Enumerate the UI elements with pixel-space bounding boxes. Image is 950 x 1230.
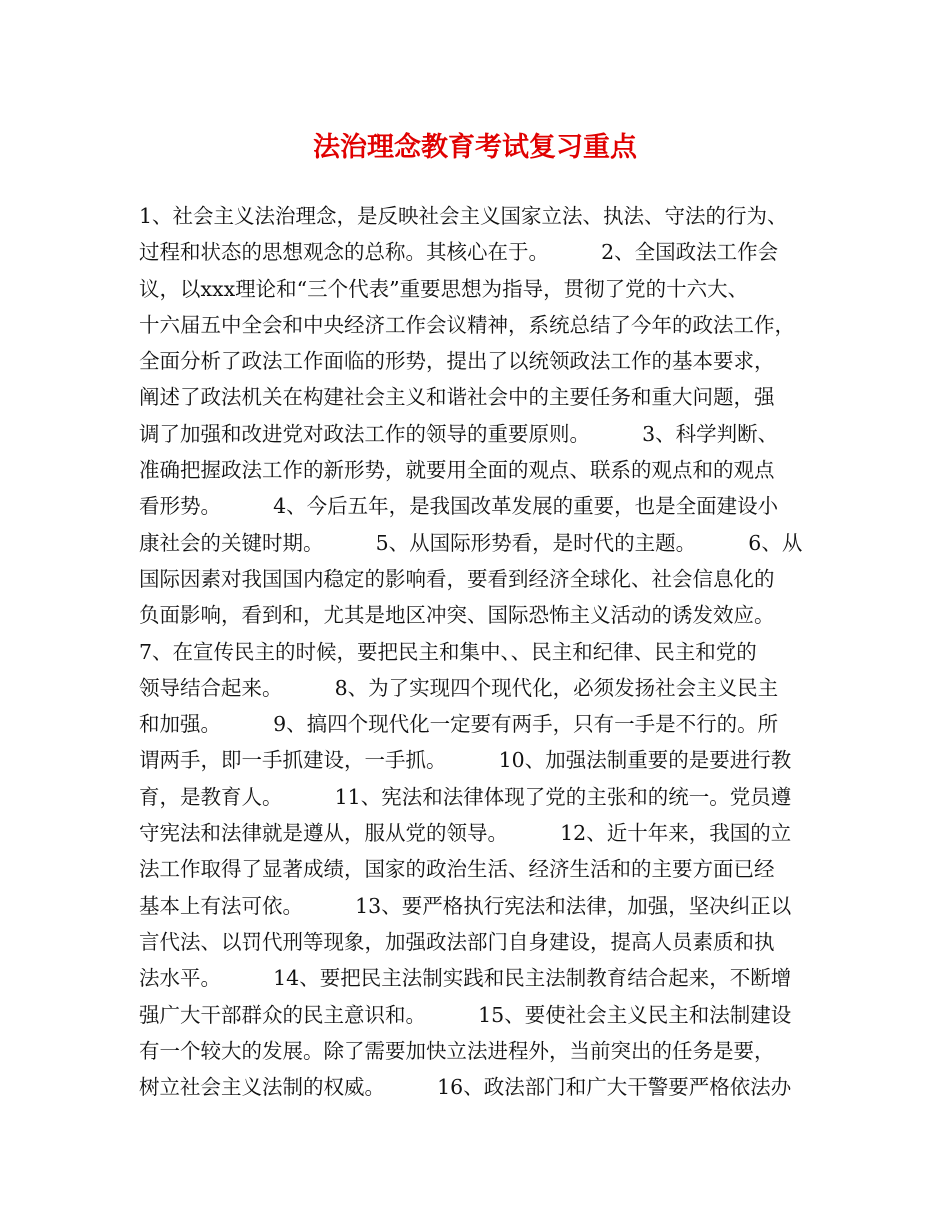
body-line: 强广大干部群众的民主意识和。 15、要使社会主义民主和法制建设 [139,1002,792,1027]
body-line: 准确把握政法工作的新形势，就要用全面的观点、联系的观点和的观点 [139,458,775,483]
body-line: 全面分析了政法工作面临的形势，提出了以统领政法工作的基本要求， [139,349,775,374]
body-line: 负面影响，看到和，尤其是地区冲突、国际恐怖主义活动的诱发效应。 [139,603,775,628]
body-line: 树立社会主义法制的权威。 16、政法部门和广大干警要严格依法办 [139,1075,792,1100]
body-line: 育，是教育人。 11、宪法和法律体现了党的主张和的统一。党员遵 [139,784,792,809]
body-line: 康社会的关键时期。 5、从国际形势看，是时代的主题。 6、从 [139,530,803,555]
body-line: 过程和状态的思想观念的总称。其核心在于。 2、全国政法工作会 [139,240,779,265]
body-line: 议，以xxx理论和“三个代表”重要思想为指导，贯彻了党的十六大、 [139,276,749,301]
body-line: 调了加强和改进党对政法工作的领导的重要原则。 3、科学判断、 [139,421,779,446]
page-title: 法治理念教育考试复习重点 [313,132,637,163]
body-line: 守宪法和法律就是遵从，服从党的领导。 12、近十年来，我国的立 [139,821,792,846]
body-line: 谓两手，即一手抓建设，一手抓。 10、加强法制重要的是要进行教 [139,748,792,773]
body-line: 法水平。 14、要把民主法制实践和民主法制教育结合起来，不断增 [139,966,792,991]
body-line: 基本上有法可依。 13、要严格执行宪法和法律，加强，坚决纠正以 [139,893,792,918]
body-line: 看形势。 4、今后五年，是我国改革发展的重要，也是全面建设小 [139,494,779,519]
body-line: 言代法、以罚代刑等现象，加强政法部门自身建设，提高人员素质和执 [139,929,775,954]
body-line: 领导结合起来。 8、为了实现四个现代化，必须发扬社会主义民主 [139,675,779,700]
body-line: 阐述了政法机关在构建社会主义和谐社会中的主要任务和重大问题，强 [139,385,775,410]
body-line: 有一个较大的发展。除了需要加快立法进程外，当前突出的任务是要， [139,1038,775,1063]
body-line: 十六届五中全会和中央经济工作会议精神，系统总结了今年的政法工作， [139,312,795,337]
body-line: 7、在宣传民主的时候，要把民主和集中、、民主和纪律、民主和党的 [139,639,757,664]
document-body [139,198,819,1105]
body-line: 1、社会主义法治理念，是反映社会主义国家立法、执法、守法的行为、 [139,204,788,228]
body-line: 和加强。 9、搞四个现代化一定要有两手，只有一手是不行的。所 [139,712,779,737]
body-line: 国际因素对我国国内稳定的影响看，要看到经济全球化、社会信息化的 [139,566,775,591]
body-line: 法工作取得了显著成绩，国家的政治生活、经济生活和的主要方面已经 [139,857,775,882]
